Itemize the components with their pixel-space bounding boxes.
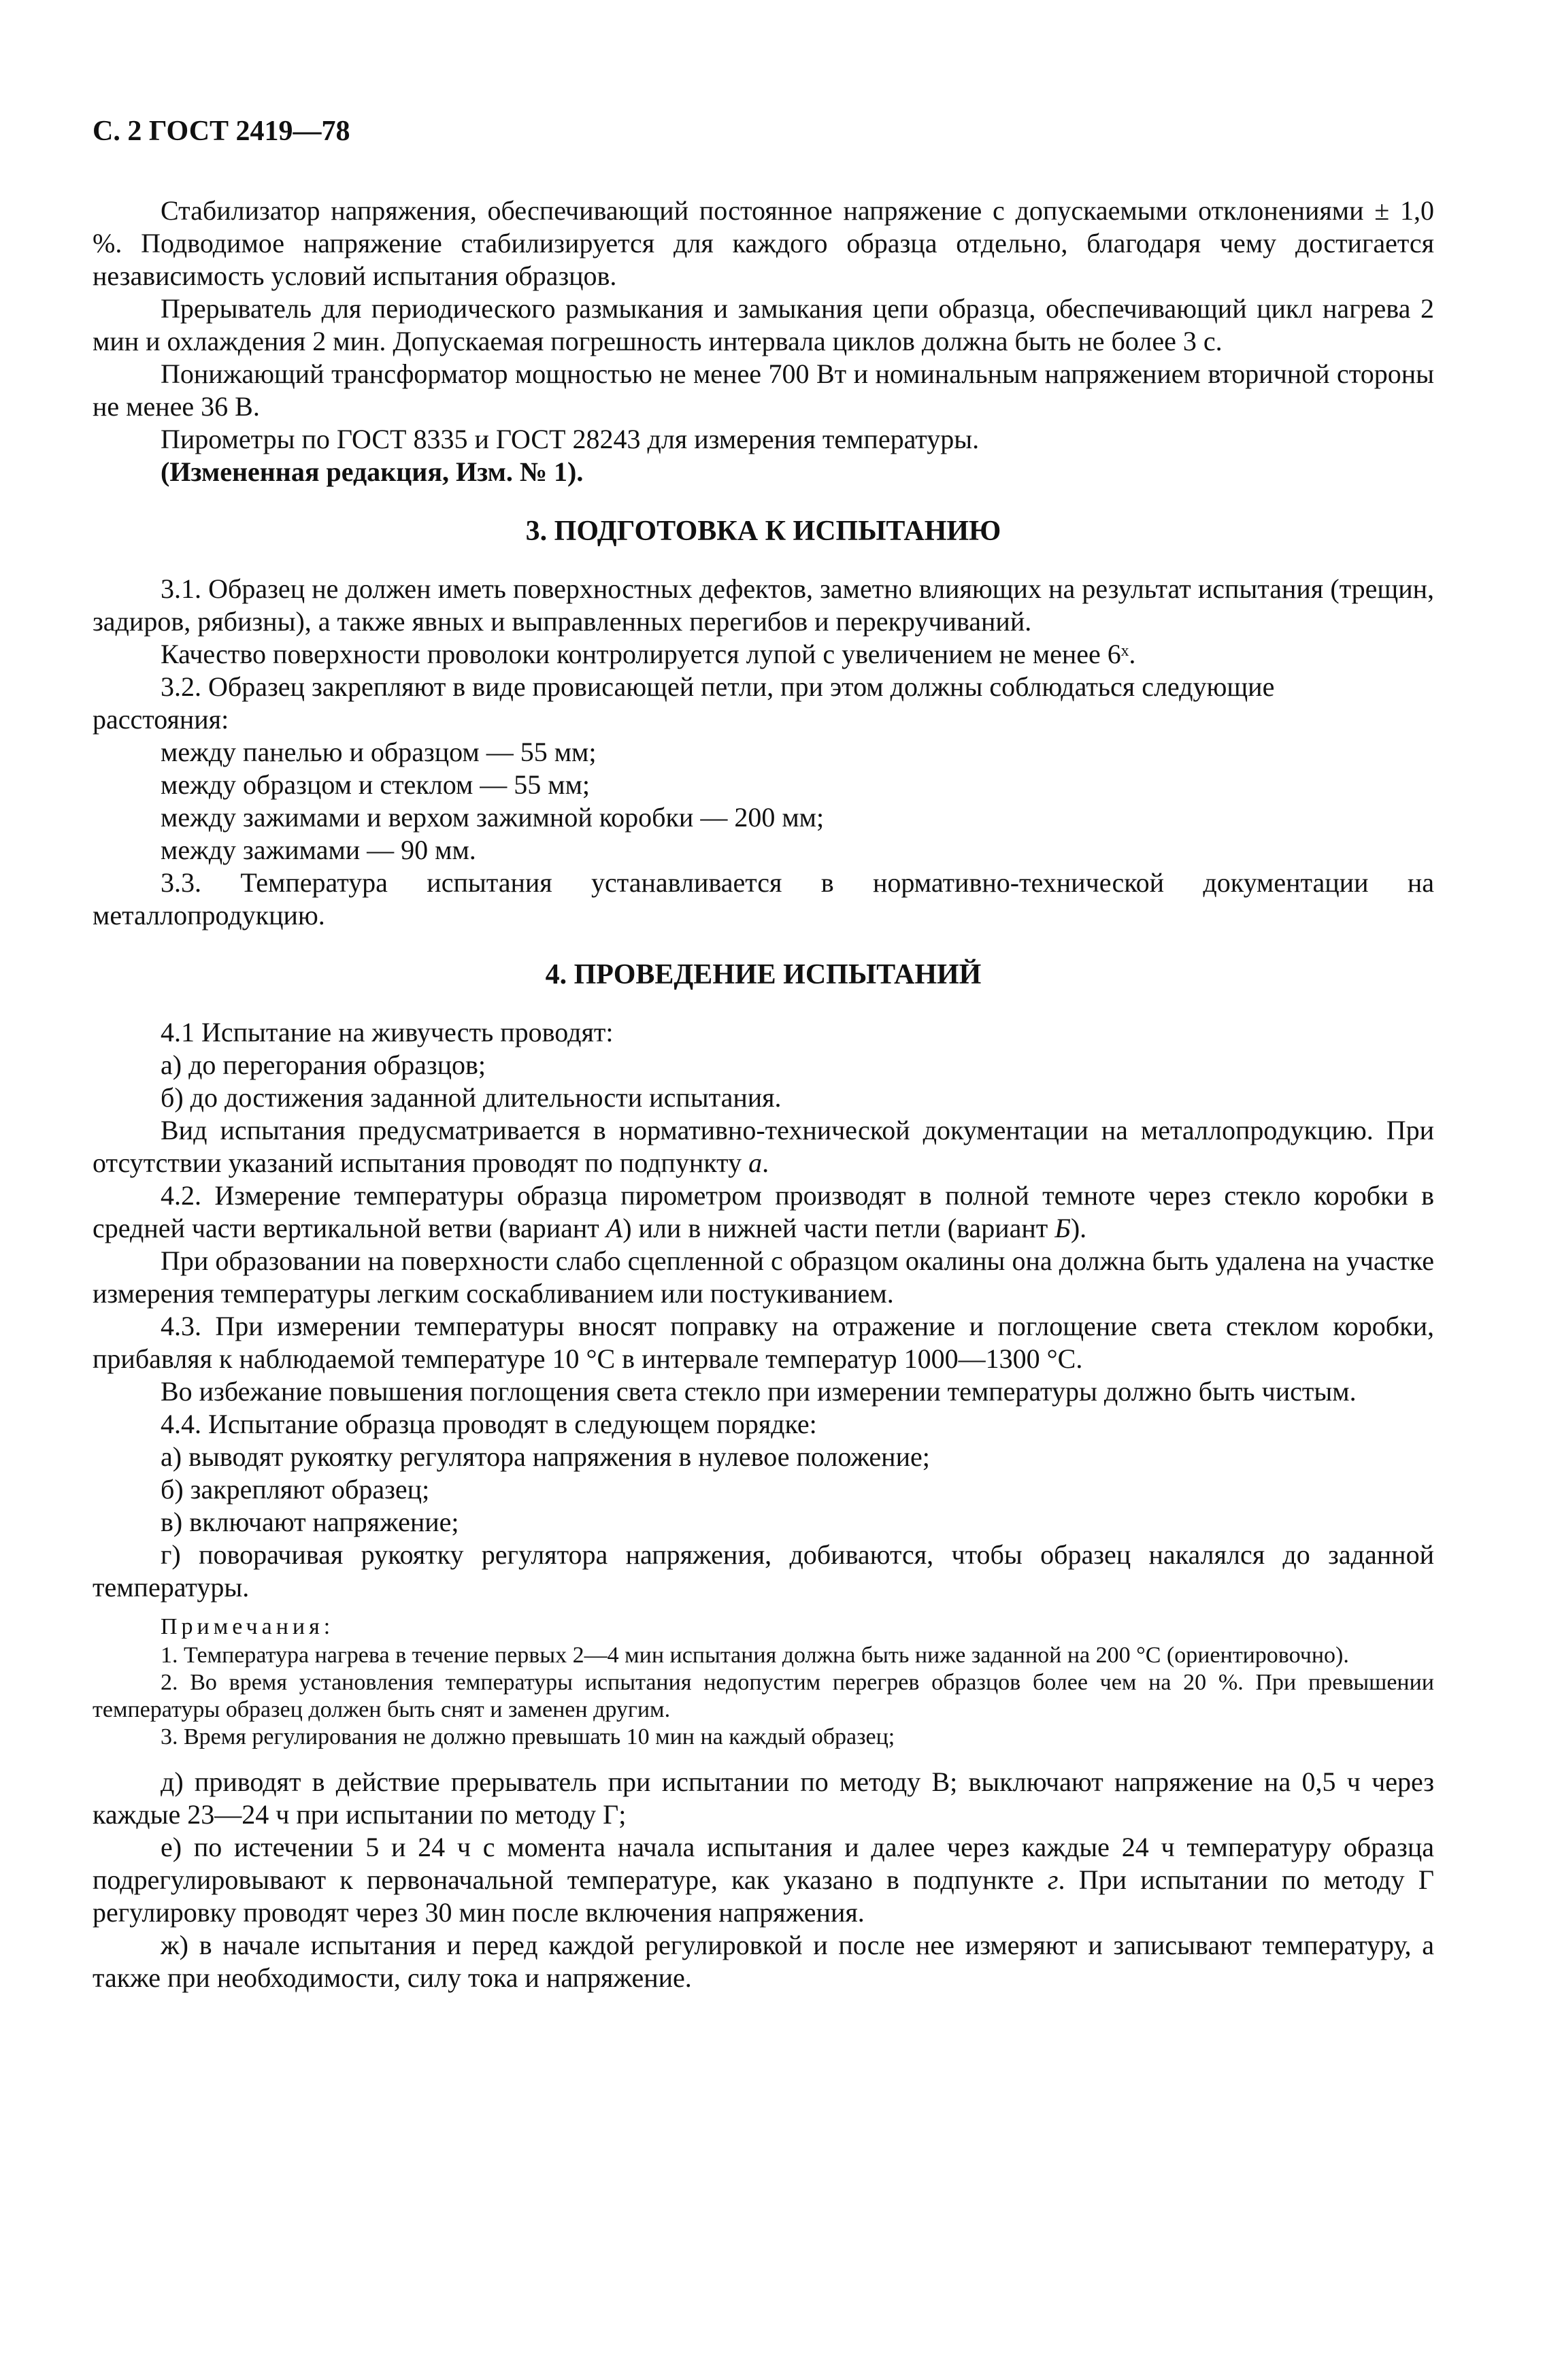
clause-3-1: 3.1. Образец не должен иметь поверхностных дефектов, заметно влияющих на результат испытания (трещин, задиров, рябизны), а также явных и выправленных перегибов и перекручиваний. bbox=[93, 573, 1434, 637]
clause-3-2-continuation: расстояния: bbox=[93, 704, 229, 735]
note-item: 2. Во время установления температуры испытания недопустим перегрев образцов более чем на 20 %. При превышении температуры образец должен быть снят и заменен другим. bbox=[93, 1670, 1434, 1722]
clause-4-3-glass: Во избежание повышения поглощения света стекло при измерении температуры должно быть чистым. bbox=[161, 1376, 1357, 1407]
distance-item: между панелью и образцом — 55 мм; bbox=[161, 737, 597, 767]
clause-4-4-b: б) закрепляют образец; bbox=[161, 1474, 430, 1505]
intro-transformer: Понижающий трансформатор мощностью не менее 700 Вт и номинальным напряжением вторичной стороны не менее 36 В. bbox=[93, 358, 1434, 422]
clause-4-4-v: в) включают напряжение; bbox=[161, 1507, 459, 1537]
intro-pyrometers: Пирометры по ГОСТ 8335 и ГОСТ 28243 для измерения температуры. bbox=[161, 424, 980, 454]
clause-4-1-test-type: Вид испытания предусматривается в нормативно-технической документации на металлопродукцию. При отсутствии указаний испытания проводят по подпункту а. bbox=[93, 1115, 1434, 1178]
distance-item: между образцом и стеклом — 55 мм; bbox=[161, 769, 590, 800]
page-header: С. 2 ГОСТ 2419—78 bbox=[93, 116, 350, 147]
intro-interrupter: Прерыватель для периодического размыкания и замыкания цепи образца, обеспечивающий цикл нагрева 2 мин и охлаждения 2 мин. Допускаемая погрешность интервала циклов должна быть не более 3 с. bbox=[93, 293, 1434, 356]
document-page bbox=[93, 114, 1434, 1994]
distance-item: между зажимами и верхом зажимной коробки — 200 мм; bbox=[161, 802, 825, 833]
intro-stabilizer: Стабилизатор напряжения, обеспечивающий постоянное напряжение с допускаемыми отклонениями ± 1,0 %. Подводимое напряжение стабилизируется для каждого образца отдельно, благодаря чему достигается независимость условий испытания образцов. bbox=[93, 195, 1434, 291]
note-item: 1. Температура нагрева в течение первых 2—4 мин испытания должна быть ниже заданной на 200 °С (ориентировочно). bbox=[161, 1643, 1349, 1668]
clause-4-4-zh: ж) в начале испытания и перед каждой регулировкой и после нее измеряют и записывают температуру, а также при необходимости, силу тока и напряжение. bbox=[93, 1930, 1434, 1993]
clause-4-4-a: а) выводят рукоятку регулятора напряжения в нулевое положение; bbox=[161, 1441, 930, 1472]
note-item: 3. Время регулирования не должно превышать 10 мин на каждый образец; bbox=[161, 1724, 895, 1749]
clause-4-4-e: е) по истечении 5 и 24 ч с момента начала испытания и далее через каждые 24 ч температуру образца подрегулировывают к первоначальной температуре, как указано в подпункте г. При испытании по методу Г регулировку проводят через 30 мин после включения напряжения. bbox=[93, 1832, 1434, 1928]
section-3-heading: 3. ПОДГОТОВКА К ИСПЫТАНИЮ bbox=[525, 516, 1001, 547]
clause-4-2: 4.2. Измерение температуры образца пирометром производят в полной темноте через стекло коробки в средней части вертикальной ветви (вариант А) или в нижней части петли (вариант Б). bbox=[93, 1180, 1434, 1243]
clause-4-4-d: д) приводят в действие прерыватель при испытании по методу В; выключают напряжение на 0,5 ч через каждые 23—24 ч при испытании по методу Г; bbox=[93, 1766, 1434, 1830]
clause-3-3: 3.3. Температура испытания устанавливается в нормативно-технической документации на металлопродукцию. bbox=[93, 867, 1434, 931]
clause-4-2-scale: При образовании на поверхности слабо сцепленной с образцом окалины она должна быть удалена на участке измерения температуры легким соскабливанием или постукиванием. bbox=[93, 1245, 1434, 1309]
clause-4-1-b: б) до достижения заданной длительности испытания. bbox=[161, 1082, 782, 1113]
distance-item: между зажимами — 90 мм. bbox=[161, 835, 476, 865]
clause-4-1: 4.1 Испытание на живучесть проводят: bbox=[161, 1017, 614, 1047]
section-4-heading: 4. ПРОВЕДЕНИЕ ИСПЫТАНИЙ bbox=[545, 959, 982, 990]
clause-4-4: 4.4. Испытание образца проводят в следующем порядке: bbox=[161, 1409, 817, 1439]
clause-4-1-a: а) до перегорания образцов; bbox=[161, 1050, 486, 1080]
notes-title: Примечания: bbox=[161, 1614, 335, 1639]
clause-4-4-g: г) поворачивая рукоятку регулятора напряжения, добиваются, чтобы образец накалялся до заданной температуры. bbox=[93, 1539, 1434, 1603]
clause-3-2: 3.2. Образец закрепляют в виде провисающей петли, при этом должны соблюдаться следующие bbox=[161, 671, 1275, 702]
clause-4-3: 4.3. При измерении температуры вносят поправку на отражение и поглощение света стеклом коробки, прибавляя к наблюдаемой температуре 10 °С в интервале температур 1000—1300 °С. bbox=[93, 1311, 1434, 1374]
intro-amendment-note: (Измененная редакция, Изм. № 1). bbox=[161, 456, 584, 487]
clause-3-1-surface-quality: Качество поверхности проволоки контролируется лупой с увеличением не менее 6ˣ. bbox=[161, 639, 1136, 669]
